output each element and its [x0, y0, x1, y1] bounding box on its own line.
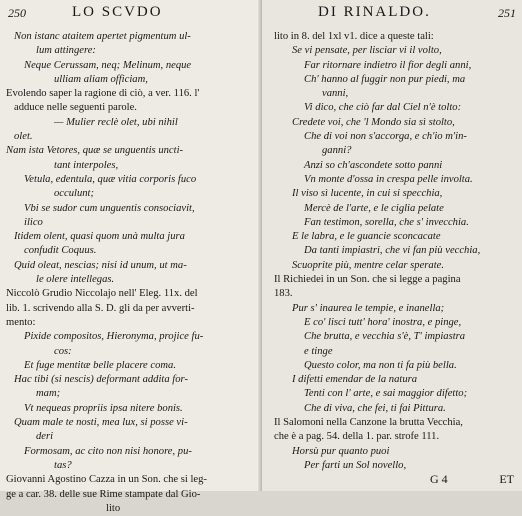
right-page	[262, 0, 522, 491]
text-line: vanni,	[322, 88, 349, 100]
text-line: Formosam, ac cito non nisi honore, pu-	[24, 445, 192, 457]
text-line: Questo color, ma non ti fa più bella.	[304, 359, 457, 371]
text-line: Niccolò Grudio Niccolajo nell' Eleg. 11x. del	[6, 288, 198, 300]
text-line: olet.	[14, 131, 33, 143]
text-line: confudit Coquus.	[24, 245, 97, 257]
text-line: Far ritornare indietro il fior degli anni,	[304, 59, 472, 71]
text-line: adduce nelle seguenti parole.	[14, 102, 137, 114]
text-line: Da tanti impiastri, che vi fan più vecchia,	[304, 245, 481, 257]
page-number: 250	[8, 6, 26, 20]
catchword: ET	[499, 472, 514, 486]
text-line: — Mulier reclè olet, ubi nihil	[54, 116, 178, 128]
text-line: lum attingere:	[36, 45, 96, 57]
text-line: Mercè de l'arte, e le ciglia pelate	[304, 202, 444, 214]
text-line: Quid oleat, nescias; nisi id unum, ut ma-	[14, 259, 187, 271]
text-line: tant interpoles,	[54, 159, 119, 171]
text-line: Il viso sì lucente, in cui si specchia,	[292, 188, 443, 200]
text-line: Che brutta, e vecchia s'è, T' impiastra	[304, 331, 466, 343]
text-line: Pur s' inaurea le tempie, e inanella;	[292, 302, 445, 314]
text-line: lito	[106, 502, 121, 514]
text-line: Fan testimon, sorella, che s' invecchia.	[304, 216, 469, 228]
text-line: Vetula, edentula, quæ vitia corporis fuco	[24, 173, 197, 185]
left-page	[0, 0, 262, 514]
text-line: Che di viva, che fei, ti fai Pittura.	[304, 402, 446, 414]
text-line: Horsù pur quanto puoi	[292, 445, 390, 457]
text-line: Neque Cerussam, neq; Melinum, neque	[24, 59, 192, 71]
text-line: Scuoprite più, mentre celar sperate.	[292, 259, 445, 271]
text-line: tas?	[54, 459, 72, 471]
text-line: Anzi so ch'ascondete sotto panni	[304, 159, 443, 171]
text-line: Vn monte d'ossa in crespa pelle involta.	[304, 173, 473, 185]
text-line: ge a car. 38. delle sue Rime stampate dal Gio-	[6, 488, 201, 500]
text-line: Per farti un Sol novello,	[304, 459, 407, 471]
text-line: ulliam aliam officiam,	[54, 73, 148, 85]
text-line: Che di voi non s'accorga, e ch'io m'in-	[304, 131, 467, 143]
text-line: Il Richiedei in un Son. che si legge a pagina	[274, 274, 461, 286]
text-line: Quam male te nosti, mea lux, si posse vi-	[14, 417, 188, 429]
text-line: 183.	[274, 288, 293, 300]
text-block	[6, 30, 258, 516]
text-line: occulunt;	[54, 188, 95, 200]
text-line: che è a pag. 54. della 1. par. strofe 111.	[274, 431, 440, 443]
text-line: Et fuge mentitæ belle placere coma.	[24, 359, 176, 371]
text-line: Ch' hanno al fuggir non pur piedi, ma	[304, 73, 466, 85]
text-line: mam;	[36, 388, 61, 400]
text-line: Non istanc ataitem apertet pigmentum ul-	[14, 31, 191, 42]
text-line: deri	[36, 431, 54, 443]
running-head: DI RINALDO.	[318, 4, 431, 20]
text-line: lito in 8. del 1xl v1. dice a queste tali:	[274, 31, 434, 42]
page-number: 251	[498, 6, 516, 20]
text-line: ilico	[24, 216, 43, 228]
text-line: Vi dico, che ciò far dal Ciel n'è tolto:	[304, 102, 462, 114]
text-line: ganni?	[322, 145, 352, 157]
text-line: Credete voi, che 'l Mondo sia sì stolto,	[292, 116, 455, 128]
text-line: Nam ista Vetores, quæ se unguentis uncti-	[6, 145, 184, 157]
text-line: Evolendo saper la ragione di ciò, a ver. 116. l'	[6, 88, 200, 100]
text-line: Itidem olent, quasi quom unà multa jura	[14, 231, 185, 243]
text-line: Vt nequeas propriis ipsa nitere bonis.	[24, 402, 183, 414]
text-line: I difetti emendar de la natura	[292, 374, 418, 386]
text-line: Hac tibi (si nescis) deformant addita for-	[14, 374, 188, 386]
signature-mark: G 4	[430, 472, 448, 486]
running-head: LO SCVDO	[72, 4, 163, 20]
text-line: lib. 1. scrivendo alla S. D. gli da per avverti-	[6, 302, 195, 314]
text-line: Vbi se sudor cum unguentis consociavit,	[24, 202, 195, 214]
text-line: Se vi pensate, per lisciar vi il volto,	[292, 45, 442, 57]
text-line: Pixide compositos, Hieronyma, projice fu-	[24, 331, 204, 343]
text-line: Giovanni Agostino Cazza in un Son. che si leg-	[6, 474, 207, 486]
text-block	[274, 30, 518, 473]
text-line: Tenti con l' arte, e sai maggior difetto;	[304, 388, 468, 400]
text-line: le olere intellegas.	[36, 274, 115, 286]
text-line: Il Salomoni nella Canzone la brutta Vecchia,	[274, 417, 463, 429]
text-line: E le labra, e le guancie sconcacate	[292, 231, 441, 243]
text-line: e tinge	[304, 345, 333, 357]
text-line: cos:	[54, 345, 72, 357]
text-line: mento:	[6, 316, 36, 328]
text-line: E co' lisci tutt' hora' inostra, e pinge,	[304, 316, 462, 328]
